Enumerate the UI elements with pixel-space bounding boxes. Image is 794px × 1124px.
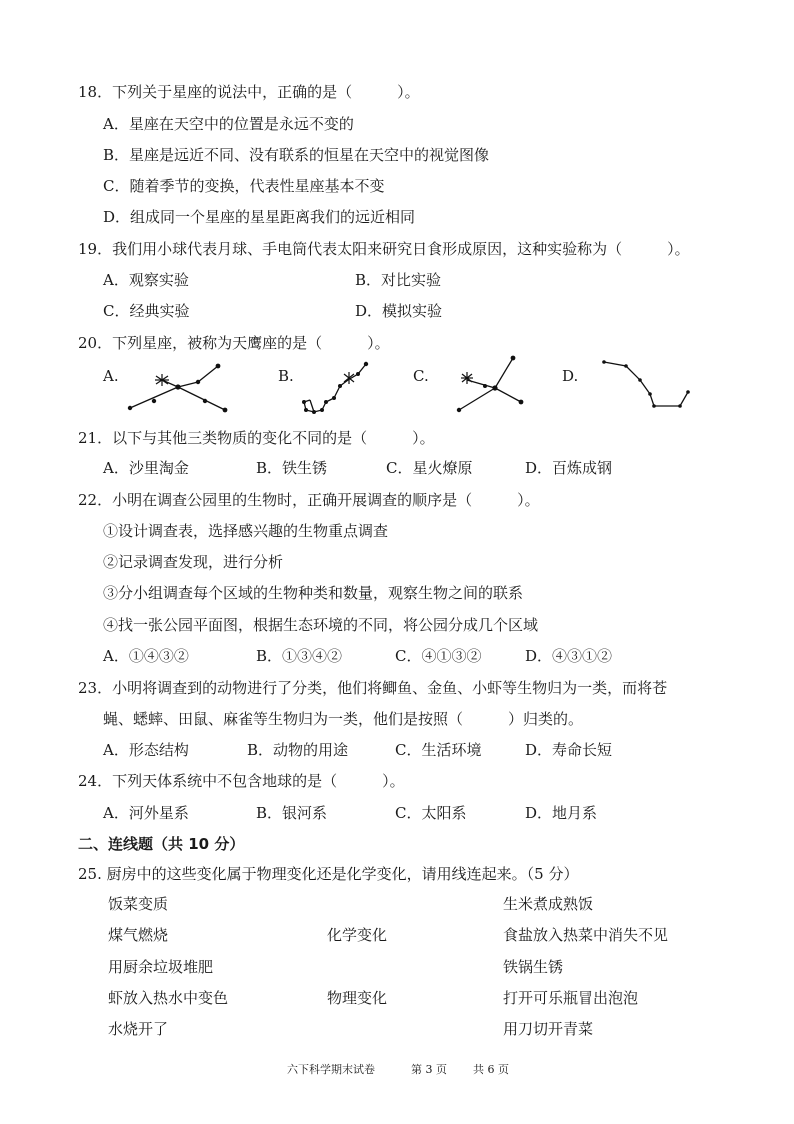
q24-option-b: B．银河系 xyxy=(256,804,328,822)
q25-left-item: 用厨余垃圾堆肥 xyxy=(108,958,214,976)
q23-option-d: D．寿命长短 xyxy=(525,741,613,759)
q25-middle-physical: 物理变化 xyxy=(327,989,388,1007)
constellation-a-diagram xyxy=(120,360,230,420)
q25-stem: 25. 厨房中的这些变化属于物理变化还是化学变化，请用线连起来。（5 分） xyxy=(78,865,579,883)
q24-stem: 24．下列天体系统中不包含地球的是（ ）。 xyxy=(78,772,405,790)
q18-option-a: A．星座在天空中的位置是永远不变的 xyxy=(103,115,354,133)
footer-title: 六下科学期末试卷 xyxy=(287,1063,375,1076)
q24-option-c: C．太阳系 xyxy=(395,804,467,822)
q18-stem: 18．下列关于星座的说法中，正确的是（ ）。 xyxy=(78,83,420,101)
q22-option-d: D．④③①② xyxy=(525,647,613,665)
q23-stem-line-1: 23．小明将调查到的动物进行了分类，他们将鲫鱼、金鱼、小虾等生物归为一类，而将苍 xyxy=(78,679,668,697)
constellation-c-diagram xyxy=(455,352,535,416)
q24-option-a: A．河外星系 xyxy=(103,804,189,822)
q22-option-c: C．④①③② xyxy=(395,647,482,665)
q22-step-2: ②记录调查发现，进行分析 xyxy=(103,553,284,571)
q25-left-item: 煤气燃烧 xyxy=(108,926,169,944)
q25-middle-chemical: 化学变化 xyxy=(327,926,388,944)
q19-option-b: B．对比实验 xyxy=(355,271,442,289)
q25-right-item: 铁锅生锈 xyxy=(503,958,564,976)
q19-option-c: C．经典实验 xyxy=(103,302,190,320)
q23-option-c: C．生活环境 xyxy=(395,741,482,759)
q18-option-c: C．随着季节的变换，代表性星座基本不变 xyxy=(103,177,385,195)
constellation-d-diagram xyxy=(598,356,690,412)
q20-option-c: C. xyxy=(413,367,429,385)
q23-stem-line-2: 蝇、蟋蟀、田鼠、麻雀等生物归为一类，他们是按照（ ）归类的。 xyxy=(103,710,584,728)
constellation-b-diagram xyxy=(296,358,376,418)
q18-option-b: B．星座是远近不同、没有联系的恒星在天空中的视觉图像 xyxy=(103,146,490,164)
q23-option-a: A．形态结构 xyxy=(103,741,189,759)
q22-step-4: ④找一张公园平面图，根据生态环境的不同，将公园分成几个区域 xyxy=(103,616,539,634)
q23-option-b: B．动物的用途 xyxy=(247,741,349,759)
q20-stem: 20．下列星座，被称为天鹰座的是（ ）。 xyxy=(78,334,390,352)
q19-stem: 19．我们用小球代表月球、手电筒代表太阳来研究日食形成原因，这种实验称为（ ）。 xyxy=(78,240,690,258)
q25-left-item: 饭菜变质 xyxy=(108,895,169,913)
q25-right-item: 生米煮成熟饭 xyxy=(503,895,594,913)
q21-stem: 21．以下与其他三类物质的变化不同的是（ ）。 xyxy=(78,429,435,447)
q25-left-item: 水烧开了 xyxy=(108,1020,169,1038)
q24-option-d: D．地月系 xyxy=(525,804,598,822)
q20-option-a: A. xyxy=(103,367,119,385)
q19-option-a: A．观察实验 xyxy=(103,271,189,289)
q22-option-a: A．①④③② xyxy=(103,647,189,665)
q21-option-b: B．铁生锈 xyxy=(256,459,328,477)
q19-option-d: D．模拟实验 xyxy=(355,302,443,320)
q21-option-c: C．星火燎原 xyxy=(386,459,473,477)
footer-page-number: 第 3 页 xyxy=(411,1063,447,1076)
q25-right-item: 打开可乐瓶冒出泡泡 xyxy=(503,989,639,1007)
q25-right-item: 食盐放入热菜中消失不见 xyxy=(503,926,669,944)
q25-right-item: 用刀切开青菜 xyxy=(503,1020,594,1038)
q20-option-d: D. xyxy=(562,367,579,385)
q22-step-1: ①设计调查表，选择感兴趣的生物重点调查 xyxy=(103,522,389,540)
q18-option-d: D．组成同一个星座的星星距离我们的远近相同 xyxy=(103,208,416,226)
q21-option-a: A．沙里淘金 xyxy=(103,459,189,477)
q21-option-d: D．百炼成钢 xyxy=(525,459,613,477)
footer-total-pages: 共 6 页 xyxy=(473,1063,509,1076)
q22-step-3: ③分小组调查每个区域的生物种类和数量，观察生物之间的联系 xyxy=(103,584,524,602)
q20-option-b: B. xyxy=(278,367,294,385)
section-2-title: 二、连线题（共 10 分） xyxy=(78,835,245,853)
q22-stem: 22．小明在调查公园里的生物时，正确开展调查的顺序是（ ）。 xyxy=(78,491,540,509)
q22-option-b: B．①③④② xyxy=(256,647,343,665)
q25-left-item: 虾放入热水中变色 xyxy=(108,989,229,1007)
